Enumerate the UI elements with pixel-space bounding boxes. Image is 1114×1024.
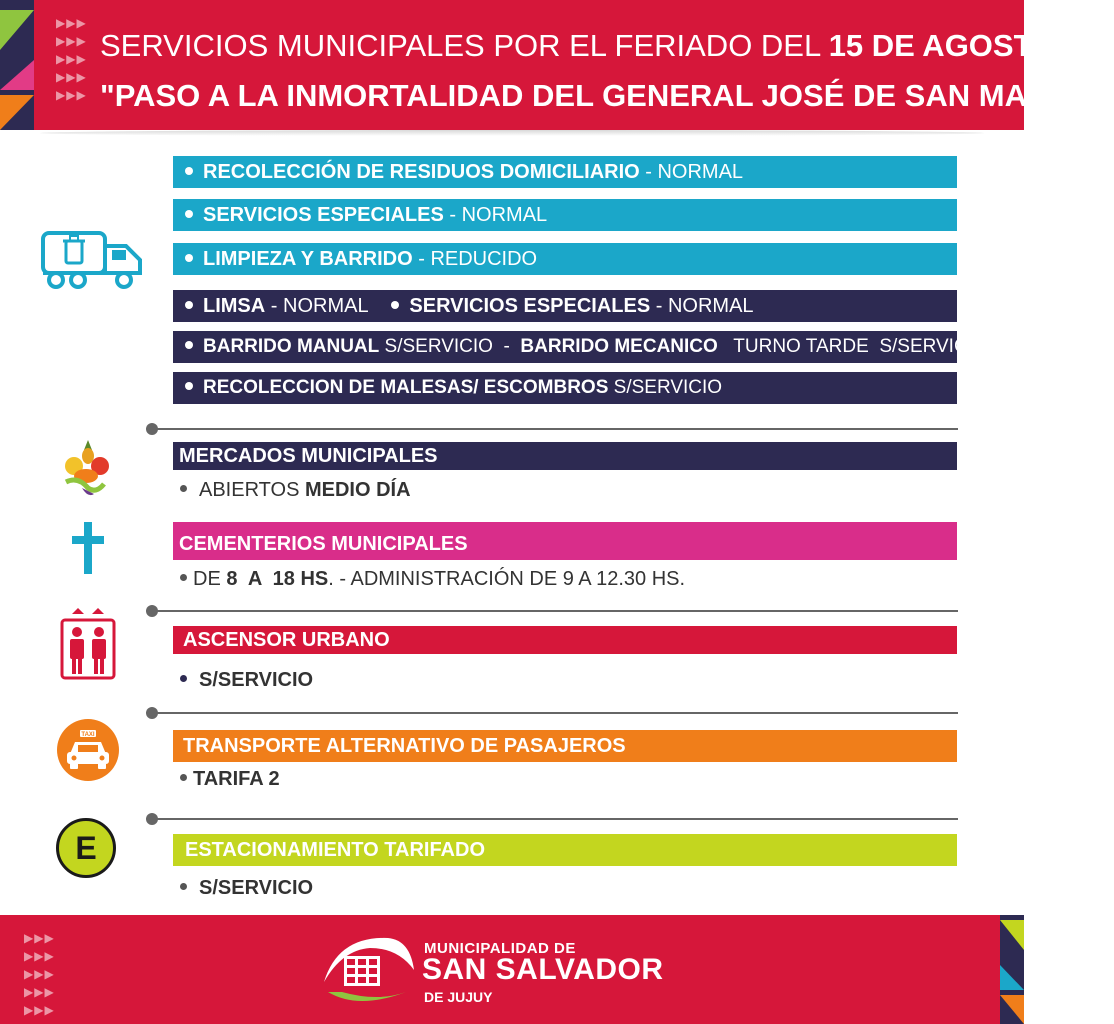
estacionamiento-detail: S/SERVICIO [180, 875, 313, 901]
service-row-limsa: LIMSA - NORMAL SERVICIOS ESPECIALES - NORMAL [173, 290, 957, 322]
garbage-truck-icon [40, 228, 146, 292]
header-decorative-strip [0, 0, 34, 130]
estacionamiento-title-bar: ESTACIONAMIENTO TARIFADO [173, 834, 957, 866]
arrow-pattern-icon: ▶▶▶ ▶▶▶ ▶▶▶ ▶▶▶ ▶▶▶ [56, 16, 87, 102]
arrow-pattern-icon: ▶▶▶ ▶▶▶ ▶▶▶ ▶▶▶ ▶▶▶ [24, 931, 55, 1017]
section-separator [148, 428, 958, 430]
ascensor-title-bar: ASCENSOR URBANO [173, 626, 957, 654]
header-title-line2: "PASO A LA INMORTALIDAD DEL GENERAL JOSÉ DE SAN MARTÍN" [100, 78, 1114, 113]
taxi-icon [56, 718, 120, 782]
footer-decorative-strip [1000, 915, 1024, 1024]
fruit-basket-icon [58, 436, 116, 500]
service-row-limpieza: LIMPIEZA Y BARRIDO - REDUCIDO [173, 243, 957, 275]
transporte-detail: TARIFA 2 [180, 766, 280, 792]
service-row-malesas: RECOLECCION DE MALESAS/ ESCOMBROS S/SERVICIO [173, 372, 957, 404]
ascensor-detail: S/SERVICIO [180, 667, 313, 693]
section-separator [148, 818, 958, 820]
header-shadow [40, 130, 984, 136]
transporte-title-bar: TRANSPORTE ALTERNATIVO DE PASAJEROS [173, 730, 957, 762]
section-separator [148, 610, 958, 612]
elevator-icon [60, 604, 116, 680]
cross-icon [70, 520, 106, 576]
cementerios-detail: DE 8 A 18 HS. - ADMINISTRACIÓN DE 9 A 12.30 HS. [180, 566, 685, 592]
section-separator [148, 712, 958, 714]
header-title-line1: SERVICIOS MUNICIPALES POR EL FERIADO DEL 15 DE AGOSTO [100, 28, 1057, 63]
mercados-detail: ABIERTOS MEDIO DÍA [180, 477, 411, 503]
header-banner [0, 0, 1114, 130]
svg-text:TAXI: TAXI [81, 732, 95, 738]
service-row-barrido: BARRIDO MANUAL S/SERVICIO - BARRIDO MECANICO TURNO TARDE S/SERVICIO [173, 331, 957, 363]
footer-logo-line2: SAN SALVADOR [422, 953, 664, 986]
footer-logo-line3: DE JUJUY [424, 989, 493, 1005]
municipality-logo-icon [318, 930, 418, 1010]
footer-logo-line1: MUNICIPALIDAD DE [424, 940, 576, 957]
parking-e-icon: E [56, 818, 116, 878]
cementerios-title-bar: CEMENTERIOS MUNICIPALES [173, 522, 957, 560]
service-row-servicios-especiales: SERVICIOS ESPECIALES - NORMAL [173, 199, 957, 231]
mercados-title-bar: MERCADOS MUNICIPALES [173, 442, 957, 470]
service-row-recoleccion: RECOLECCIÓN DE RESIDUOS DOMICILIARIO - NORMAL [173, 156, 957, 188]
